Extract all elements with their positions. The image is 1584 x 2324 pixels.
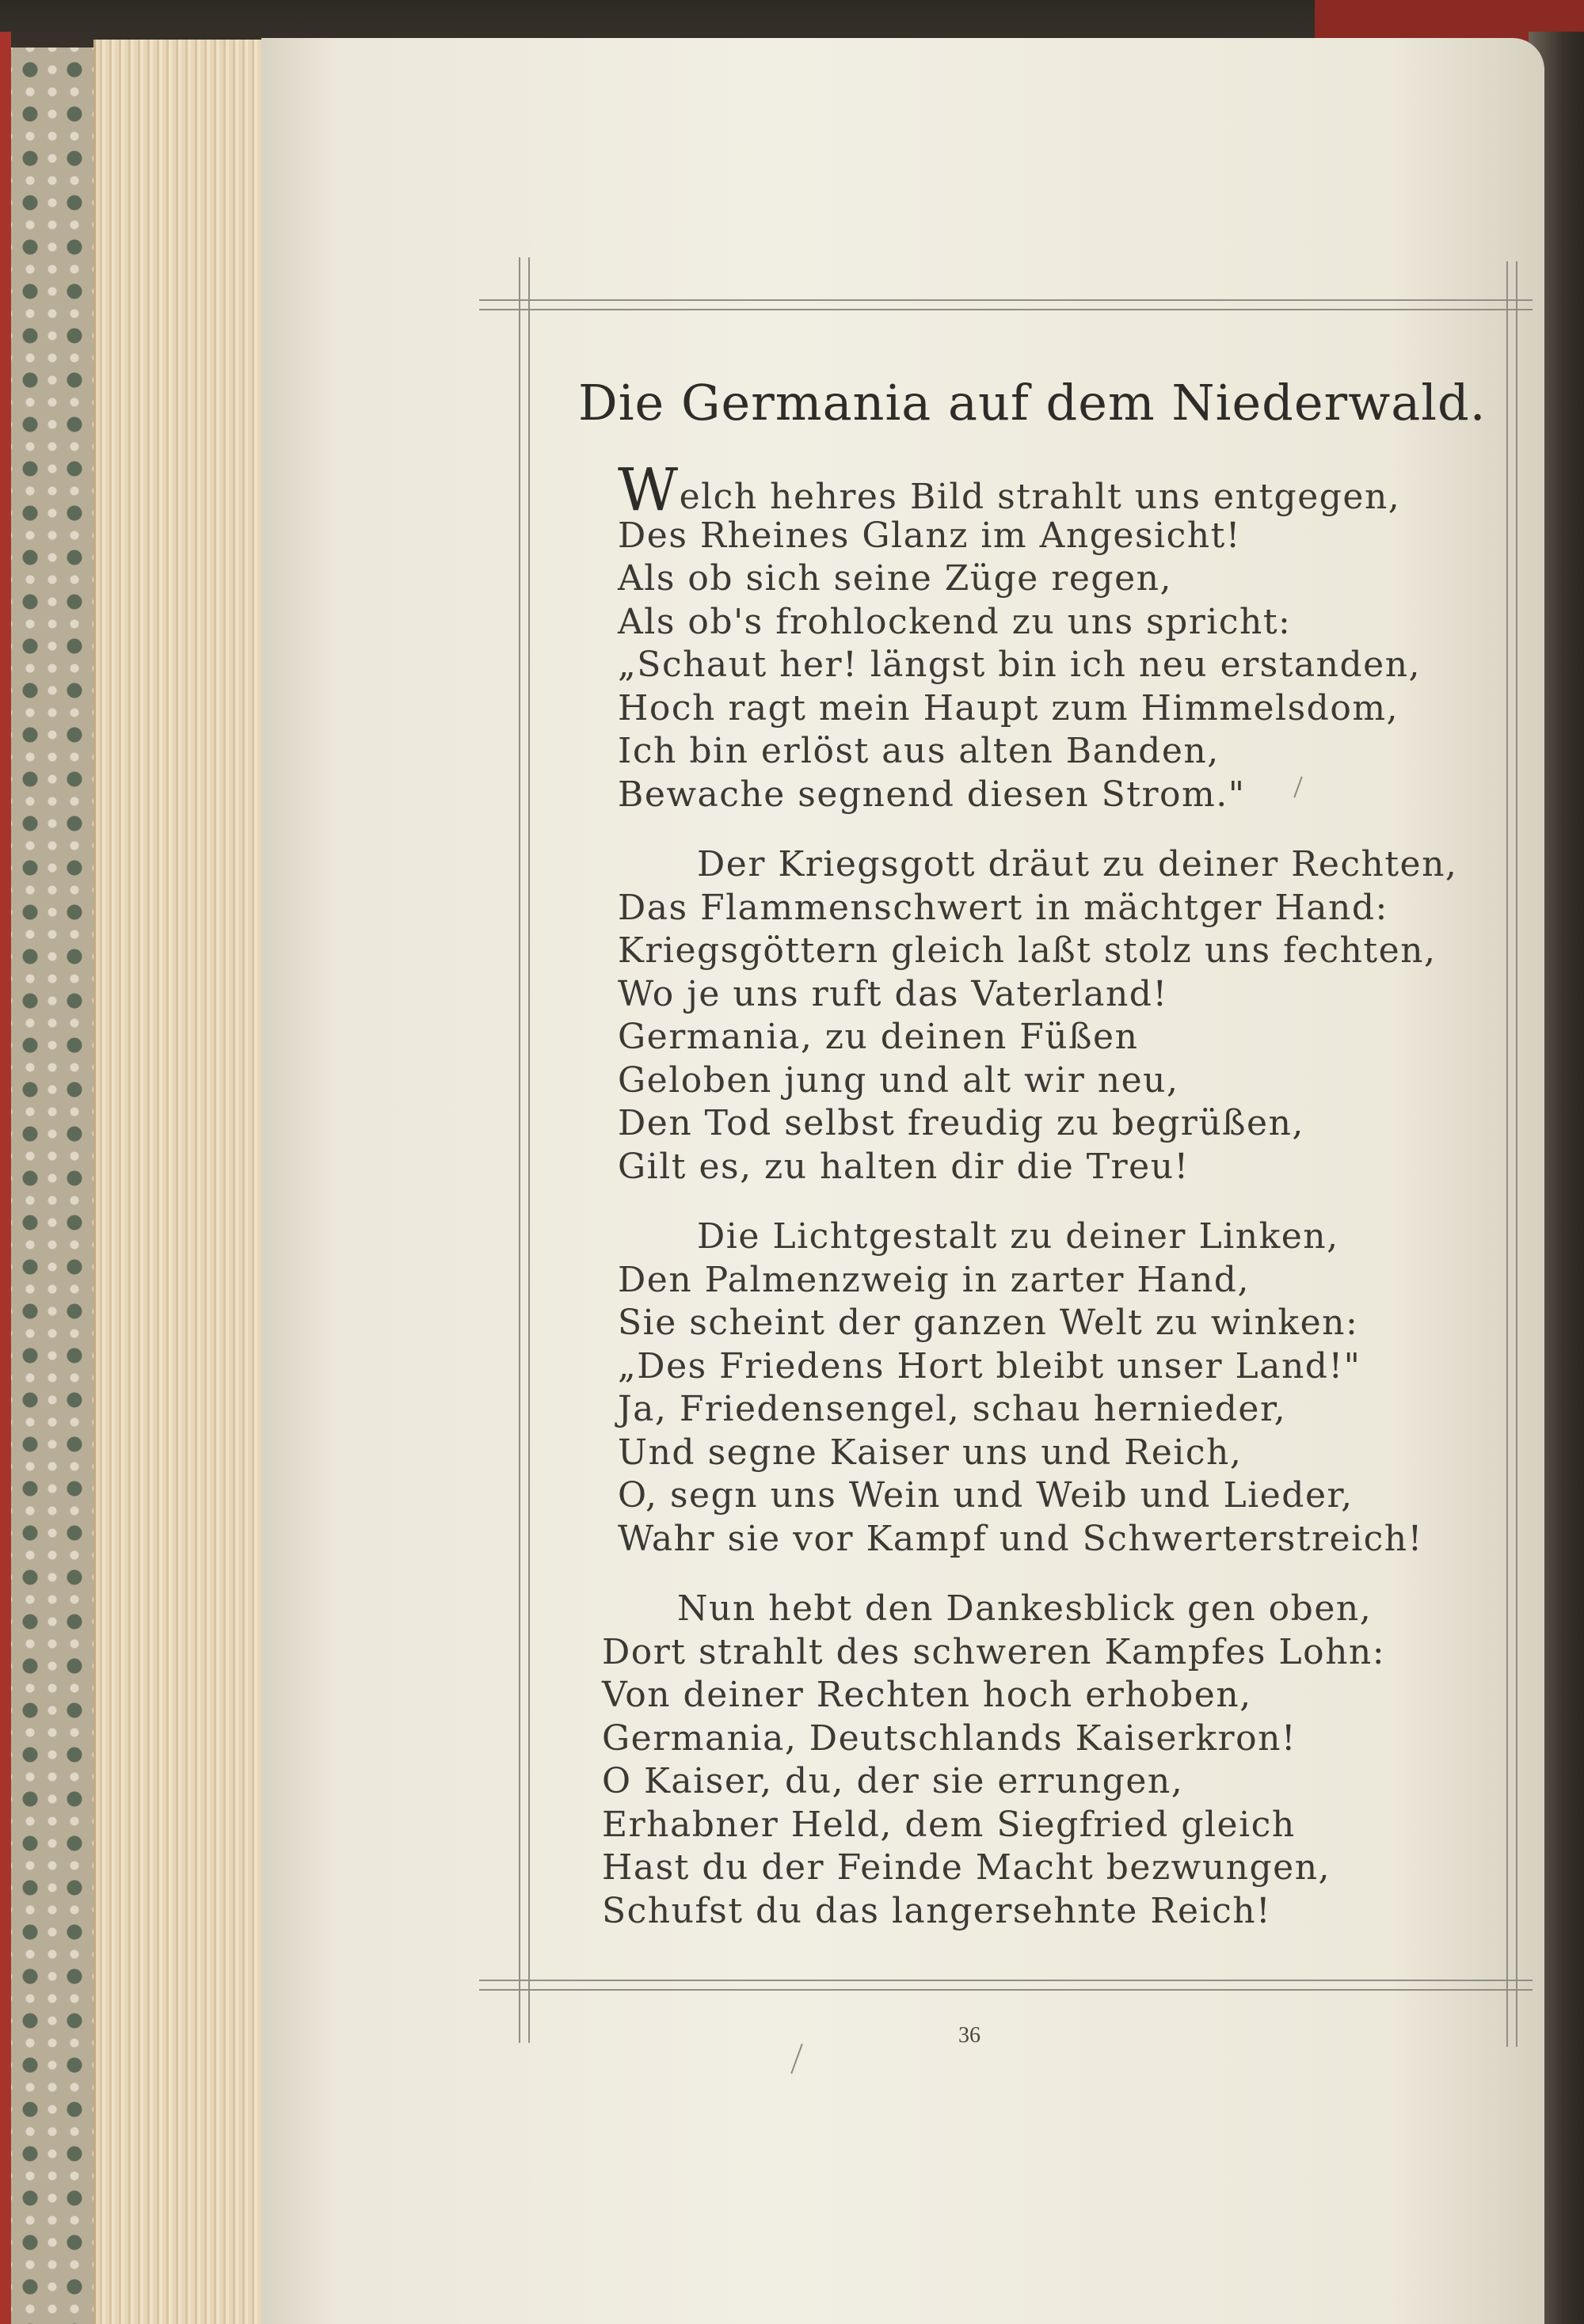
poem-line: „Schaut her! längst bin ich neu erstanden, — [618, 645, 1422, 685]
poem-line: Bewache segnend diesen Strom." — [618, 774, 1246, 815]
poem-line-text: elch hehres Bild strahlt uns entgegen, — [679, 477, 1401, 517]
poem-line: Kriegsgöttern gleich laßt stolz uns fechten, — [618, 930, 1437, 971]
cover-edge — [0, 32, 11, 2324]
poem-line: Sie scheint der ganzen Welt zu winken: — [618, 1303, 1359, 1343]
poem-line: Die Lichtgestalt zu deiner Linken, — [697, 1216, 1339, 1257]
poem-line: Der Kriegsgott dräut zu deiner Rechten, — [697, 844, 1458, 884]
poem-line: Germania, Deutschlands Kaiserkron! — [602, 1717, 1297, 1759]
page-number: 36 — [958, 2023, 980, 2048]
page-edges — [93, 40, 278, 2324]
poem-line: Den Tod selbst freudig zu begrüßen, — [618, 1103, 1304, 1143]
poem-line: Und segne Kaiser uns und Reich, — [618, 1432, 1243, 1473]
poem-line: Als ob's frohlockend zu uns spricht: — [618, 601, 1292, 642]
poem-line: Geloben jung und alt wir neu, — [618, 1059, 1179, 1101]
poem-line: Als ob sich seine Züge regen, — [618, 558, 1172, 599]
poem-line: Des Rheines Glanz im Angesicht! — [618, 515, 1241, 556]
poem-line: Ja, Friedensengel, schau hernieder, — [618, 1389, 1287, 1429]
poem-line: Dort strahlt des schweren Kampfes Lohn: — [602, 1631, 1386, 1672]
poem-line: Das Flammenschwert in mächtger Hand: — [618, 887, 1388, 928]
poem-line: Schufst du das langersehnte Reich! — [602, 1890, 1272, 1931]
poem-line: Ich bin erlöst aus alten Banden, — [618, 731, 1220, 771]
poem-line: Den Palmenzweig in zarter Hand, — [618, 1259, 1250, 1300]
poem-line: Hoch ragt mein Haupt zum Himmelsdom, — [618, 687, 1399, 728]
poem-line: Gilt es, zu halten dir die Treu! — [618, 1146, 1190, 1187]
drop-cap: W — [618, 456, 680, 524]
poem-line: O, segn uns Wein und Weib und Lieder, — [618, 1475, 1354, 1516]
poem-line: O Kaiser, du, der sie errungen, — [602, 1761, 1184, 1801]
poem-line: Nun hebt den Dankesblick gen oben, — [677, 1588, 1373, 1629]
poem-title: Die Germania auf dem Niederwald. — [578, 374, 1487, 432]
poem-line: Wo je uns ruft das Vaterland! — [618, 973, 1168, 1014]
poem-line — [618, 456, 1401, 524]
poem-line: „Des Friedens Hort bleibt unser Land!" — [618, 1345, 1361, 1386]
poem-line: Hast du der Feinde Macht bezwungen, — [602, 1847, 1331, 1888]
poem-line: Erhabner Held, dem Siegfried gleich — [602, 1804, 1296, 1845]
poem-line: Von deiner Rechten hoch erhoben, — [602, 1675, 1252, 1715]
poem-line: Germania, zu deinen Füßen — [618, 1017, 1139, 1057]
poem-line: Wahr sie vor Kampf und Schwerterstreich! — [618, 1518, 1423, 1559]
